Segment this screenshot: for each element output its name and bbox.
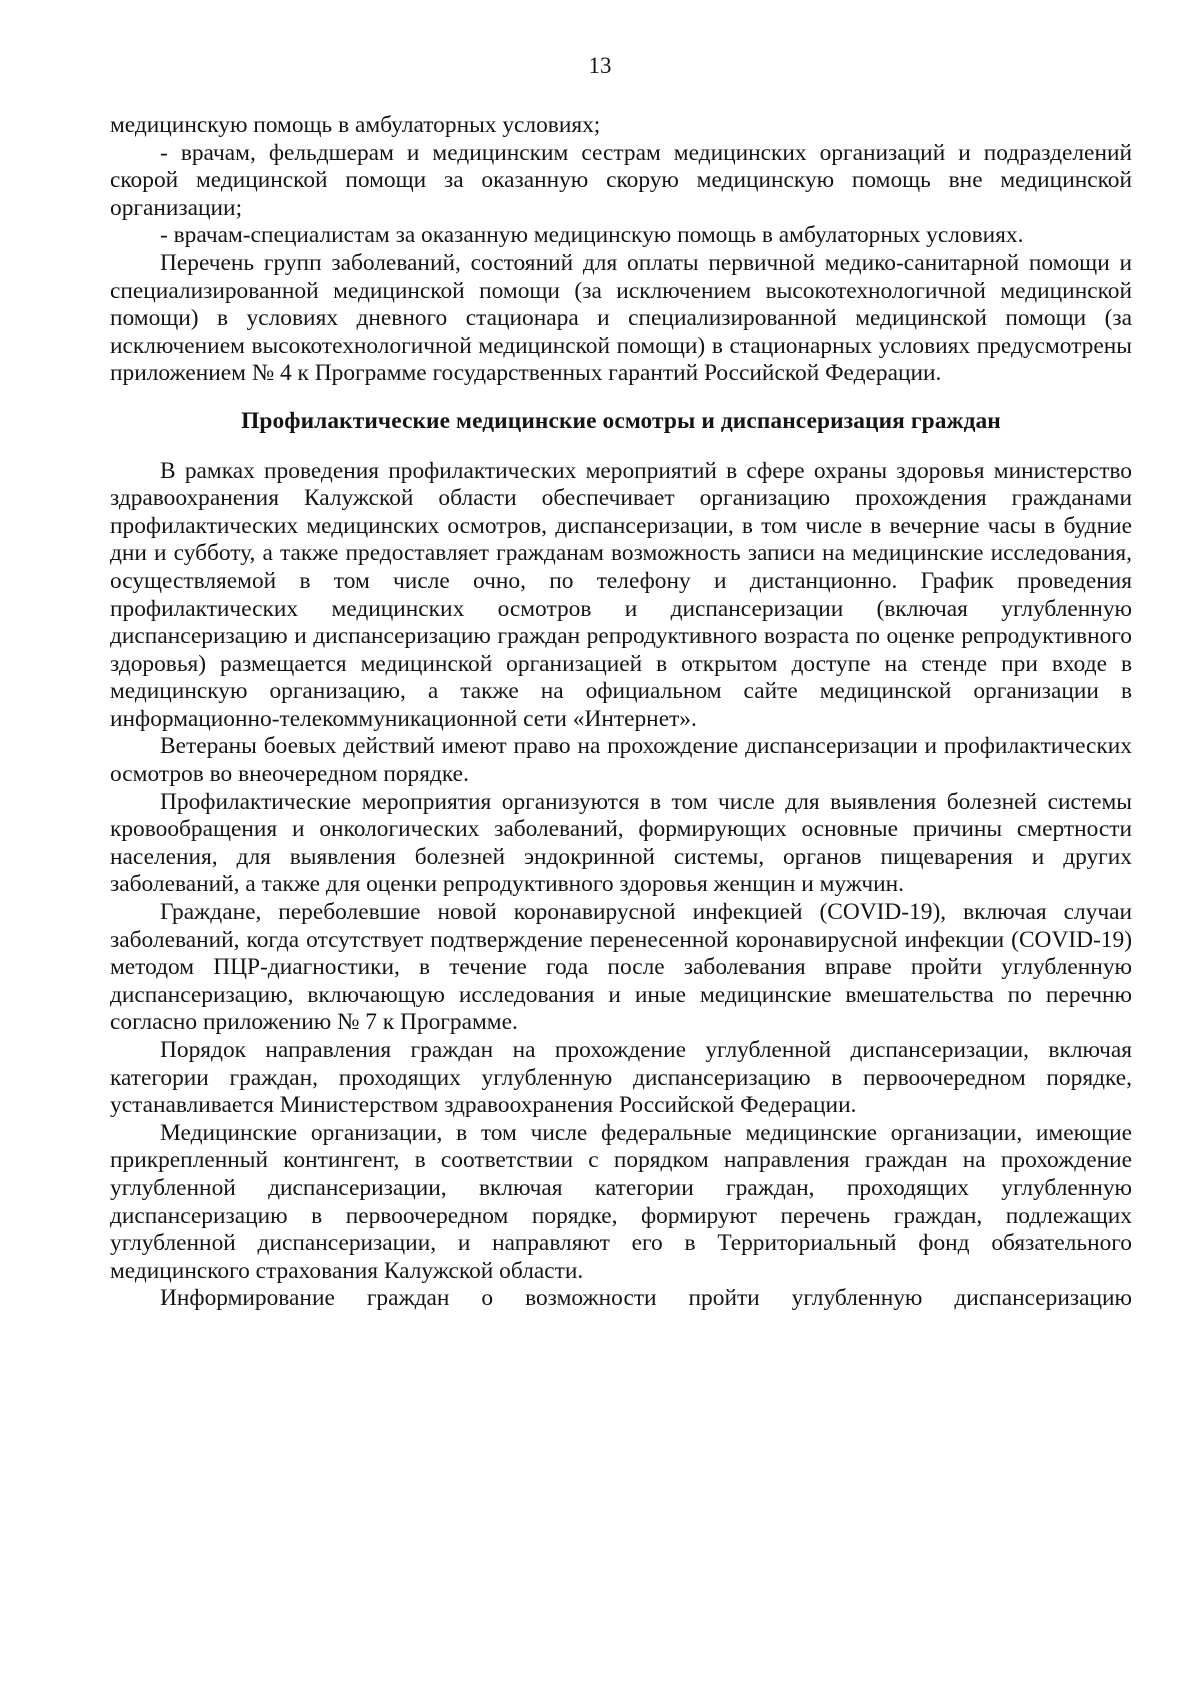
paragraph-disease-groups: Перечень групп заболеваний, состояний для оплаты первичной медико-санитарной помощи и специализированной медицинской помощи (за исключением высокотехнологичной медицинской помощи) в условиях дневного стационара и специализированной медицинской помощи (за исключением высокотехнологичной медицинской помощи) в стационарных условиях предусмотрены приложением № 4 к Программе государственных гарантий Российской Федерации.	[110, 249, 1132, 387]
paragraph-covid: Граждане, переболевшие новой коронавирусной инфекцией (COVID-19), включая случаи заболеваний, когда отсутствует подтверждение перенесенной коронавирусной инфекции (COVID-19) методом ПЦР-диагностики, в течение года после заболевания вправе пройти углубленную диспансеризацию, включающую исследования и иные медицинские вмешательства по перечню согласно приложению № 7 к Программе.	[110, 899, 1132, 1036]
paragraph-intro-continuation: медицинскую помощь в амбулаторных условиях;	[110, 112, 601, 138]
paragraph-preventive-measures: В рамках проведения профилактических мероприятий в сфере охраны здоровья министерство здравоохранения Калужской области обеспечивает организацию прохождения гражданами профилактических медицинских осмотров, диспансеризации, в том числе в вечерние часы в будние дни и субботу, а также предоставляет гражданам возможность записи на медицинские исследования, осуществляемой в том числе очно, по телефону и дистанционно. График проведения профилактических медицинских осмотров и диспансеризации (включая углубленную диспансеризацию и диспансеризацию граждан репродуктивного возраста по оценке репродуктивного здоровья) размещается медицинской организацией в открытом доступе на стенде при входе в медицинскую организацию, а также на официальном сайте медицинской организации в информационно-телекоммуникационной сети «Интернет».	[110, 457, 1132, 732]
paragraph-preventive-goals: Профилактические мероприятия организуются в том числе для выявления болезней системы кровообращения и онкологических заболеваний, формирующих основные причины смертности населения, для выявления болезней эндокринной системы, органов пищеварения и других заболеваний, а также для оценки репродуктивного здоровья женщин и мужчин.	[110, 788, 1132, 898]
paragraph-list-item-specialists: - врачам-специалистам за оказанную медицинскую помощь в амбулаторных условиях.	[160, 222, 1024, 249]
paragraph-veterans: Ветераны боевых действий имеют право на прохождение диспансеризации и профилактических осмотров во внеочередном порядке.	[110, 733, 1132, 788]
paragraph-medical-organizations: Медицинские организации, в том числе федеральные медицинские организации, имеющие прикрепленный контингент, в соответствии с порядком направления граждан на прохождение углубленной диспансеризации, включая категории граждан, проходящих углубленную диспансеризацию в первоочередном порядке, формируют перечень граждан, подлежащих углубленной диспансеризации, и направляют его в Территориальный фонд обязательного медицинского страхования Калужской области.	[110, 1119, 1132, 1284]
paragraph-referral-procedure: Порядок направления граждан на прохождение углубленной диспансеризации, включая категории граждан, проходящих углубленную диспансеризацию в первоочередном порядке, устанавливается Министерством здравоохранения Российской Федерации.	[110, 1037, 1132, 1119]
document-body	[110, 112, 1132, 1313]
page-number: 13	[588, 53, 612, 78]
paragraph-informing-citizens: Информирование граждан о возможности пройти углубленную диспансеризацию	[160, 1285, 1132, 1312]
paragraph-list-item-doctors-ambulance: - врачам, фельдшерам и медицинским сестрам медицинских организаций и подразделений скорой медицинской помощи за оказанную скорую медицинскую помощь вне медицинской организации;	[110, 139, 1132, 221]
section-heading: Профилактические медицинские осмотры и диспансеризация граждан	[241, 407, 1001, 434]
